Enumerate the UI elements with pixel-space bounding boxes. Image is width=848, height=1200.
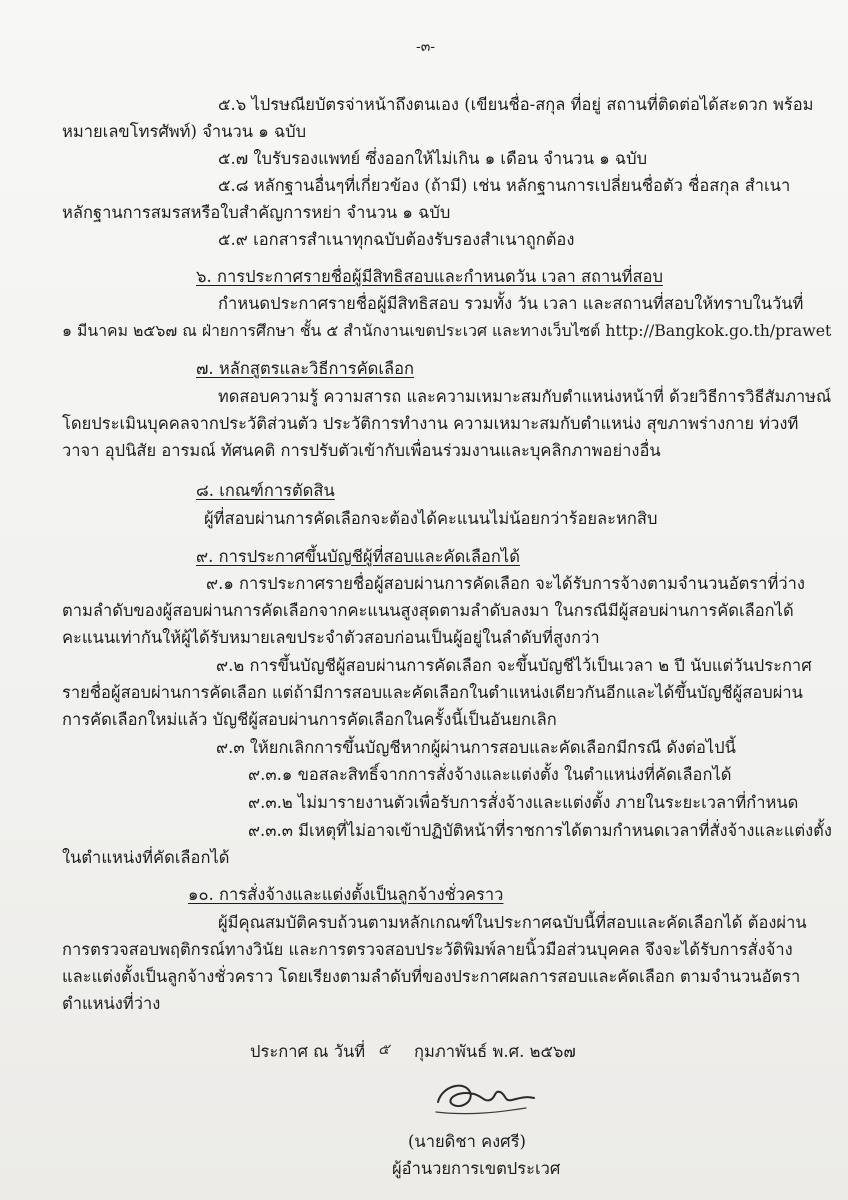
- announce-day: ๕: [378, 1040, 390, 1058]
- section-10-line-4: ตำแหน่งที่ว่าง: [62, 994, 161, 1013]
- item-9-3-3-line-1: ๙.๓.๓ มีเหตุที่ไม่อาจเข้าปฏิบัติหน้าที่ราชการได้ตามกำหนดเวลาที่สั่งจ้างและแต่งตั้ง: [248, 821, 832, 840]
- section-10-heading: ๑๐. การสั่งจ้างและแต่งตั้งเป็นลูกจ้างชั่วคราว: [188, 885, 504, 904]
- section-7-line-2: โดยประเมินบุคคลจากประวัติส่วนตัว ประวัติการทำงาน ความเหมาะสมกับตำแหน่ง สุขภาพร่างกาย ท่วงที: [62, 414, 799, 433]
- section-10-line-3: และแต่งตั้งเป็นลูกจ้างชั่วคราว โดยเรียงตามลำดับที่ของประกาศผลการสอบและคัดเลือก ตามจำนวนอัตรา: [62, 967, 801, 986]
- signer-title: ผู้อำนวยการเขตประเวศ: [392, 1159, 561, 1178]
- item-9-3-1: ๙.๓.๑ ขอสละสิทธิ์จากการสั่งจ้างและแต่งตั้ง ในตำแหน่งที่คัดเลือกได้: [248, 765, 732, 784]
- section-10-line-1: ผู้มีคุณสมบัติครบถ้วนตามหลักเกณฑ์ในประกาศฉบับนี้ที่สอบและคัดเลือกได้ ต้องผ่าน: [218, 913, 807, 932]
- announce-prefix: ประกาศ ณ วันที่: [250, 1042, 366, 1061]
- item-9-3-3-line-2: ในตำแหน่งที่คัดเลือกได้: [62, 848, 230, 867]
- section-8-text: ผู้ที่สอบผ่านการคัดเลือกจะต้องได้คะแนนไม่น้อยกว่าร้อยละหกสิบ: [204, 509, 658, 528]
- item-9-1-line-3: คะแนนเท่ากันให้ผู้ได้รับหมายเลขประจำตัวสอบก่อนเป็นผู้อยู่ในลำดับที่สูงกว่า: [62, 628, 600, 647]
- signer-name: (นายดิชา คงศรี): [408, 1132, 526, 1151]
- item-9-3: ๙.๓ ให้ยกเลิกการขึ้นบัญชีหากผู้ผ่านการสอบและคัดเลือกมีกรณี ดังต่อไปนี้: [216, 738, 736, 757]
- item-9-2-line-3: การคัดเลือกใหม่แล้ว บัญชีผู้สอบผ่านการคัดเลือกในครั้งนี้เป็นอันยกเลิก: [62, 710, 557, 729]
- item-5-8-line-1: ๕.๘ หลักฐานอื่นๆที่เกี่ยวข้อง (ถ้ามี) เช่น หลักฐานการเปลี่ยนชื่อตัว ชื่อสกุล สำเนา: [218, 176, 791, 195]
- section-10-line-2: การตรวจสอบพฤติกรณ์ทางวินัย และการตรวจสอบประวัติพิมพ์ลายนิ้วมือส่วนบุคคล จึงจะได้รับการสั่งจ้าง: [62, 940, 793, 959]
- section-8-heading: ๘. เกณฑ์การตัดสิน: [196, 481, 335, 500]
- section-6-line-2: ๑ มีนาคม ๒๕๖๗ ณ ฝ่ายการศึกษา ชั้น ๕ สำนักงานเขตประเวศ และทางเว็บไซต์ http://Bangkok.go.th/prawet: [62, 321, 832, 340]
- signature-mark: [430, 1072, 540, 1122]
- item-9-1-line-2: ตามลำดับของผู้สอบผ่านการคัดเลือกจากคะแนนสูงสุดตามลำดับลงมา ในกรณีมีผู้สอบผ่านการคัดเลือกได้: [62, 601, 794, 620]
- announce-month-year: กุมภาพันธ์ พ.ศ. ๒๕๖๗: [414, 1042, 576, 1061]
- item-5-9: ๕.๙ เอกสารสำเนาทุกฉบับต้องรับรองสำเนาถูกต้อง: [218, 230, 575, 249]
- section-9-heading: ๙. การประกาศขึ้นบัญชีผู้ที่สอบและคัดเลือกได้: [196, 547, 520, 566]
- item-9-2-line-2: รายชื่อผู้สอบผ่านการคัดเลือก แต่ถ้ามีการสอบและคัดเลือกในตำแหน่งเดียวกันอีกและได้ขึ้นบัญชีผู้สอบผ่าน: [62, 683, 803, 702]
- section-7-heading: ๗. หลักสูตรและวิธีการคัดเลือก: [196, 359, 414, 378]
- item-9-3-2: ๙.๓.๒ ไม่มารายงานตัวเพื่อรับการสั่งจ้างและแต่งตั้ง ภายในระยะเวลาที่กำหนด: [248, 793, 799, 812]
- section-7-line-1: ทดสอบความรู้ ความสารถ และความเหมาะสมกับตำแหน่งหน้าที่ ด้วยวิธีการวิธีสัมภาษณ์: [218, 387, 832, 406]
- item-9-2-line-1: ๙.๒ การขึ้นบัญชีผู้สอบผ่านการคัดเลือก จะขึ้นบัญชีไว้เป็นเวลา ๒ ปี นับแต่วันประกาศ: [216, 656, 812, 675]
- section-6-heading: ๖. การประกาศรายชื่อผู้มีสิทธิสอบและกำหนดวัน เวลา สถานที่สอบ: [196, 267, 663, 286]
- item-5-7: ๕.๗ ใบรับรองแพทย์ ซึ่งออกให้ไม่เกิน ๑ เดือน จำนวน ๑ ฉบับ: [218, 149, 648, 168]
- item-5-8-line-2: หลักฐานการสมรสหรือใบสำคัญการหย่า จำนวน ๑ ฉบับ: [62, 203, 451, 222]
- item-9-1-line-1: ๙.๑ การประกาศรายชื่อผู้สอบผ่านการคัดเลือก จะได้รับการจ้างตามจำนวนอัตราที่ว่าง: [206, 574, 805, 593]
- item-5-6-line-1: ๕.๖ ไปรษณียบัตรจ่าหน้าถึงตนเอง (เขียนชื่อ-สกุล ที่อยู่ สถานที่ติดต่อได้สะดวก พร้อม: [218, 95, 814, 114]
- section-7-line-3: วาจา อุปนิสัย อารมณ์ ทัศนคติ การปรับตัวเข้ากับเพื่อนร่วมงานและบุคลิกภาพอย่างอื่น: [62, 441, 661, 460]
- page-number: -๓-: [416, 39, 436, 55]
- item-5-6-line-2: หมายเลขโทรศัพท์) จำนวน ๑ ฉบับ: [62, 122, 307, 141]
- section-6-line-1: กำหนดประกาศรายชื่อผู้มีสิทธิสอบ รวมทั้ง วัน เวลา และสถานที่สอบให้ทราบในวันที่: [218, 294, 804, 313]
